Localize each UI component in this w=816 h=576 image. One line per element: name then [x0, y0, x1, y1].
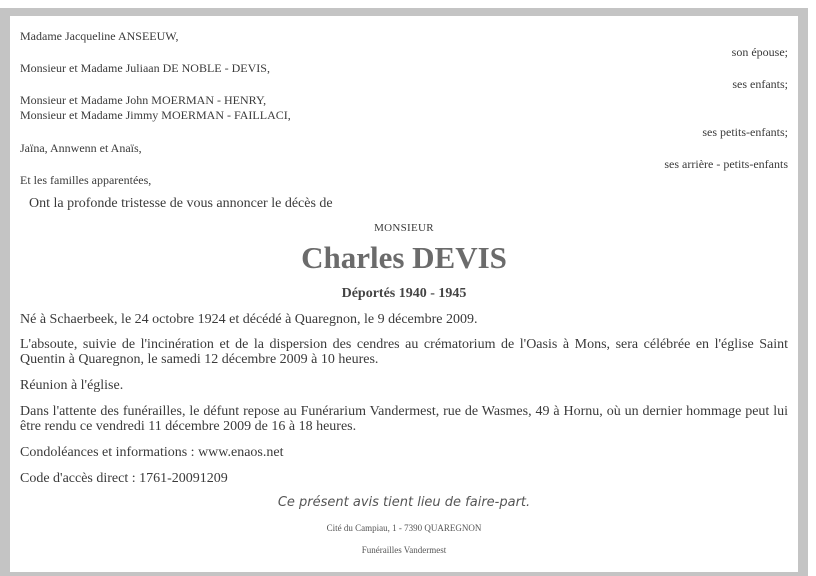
reunion-paragraph: Réunion à l'église. — [20, 378, 124, 393]
deportes-subtitle: Déportés 1940 - 1945 — [341, 286, 467, 301]
grandchildren-line-2: Monsieur et Madame Jimmy MOERMAN - FAILLACI, — [20, 108, 291, 122]
announcement-intro: Ont la profonde tristesse de vous annoncer le décès de — [29, 196, 333, 211]
grandchildren-role: ses petits-enfants; — [702, 125, 788, 139]
condolences-line: Condoléances et informations : www.enaos.net — [20, 445, 284, 460]
address-line: Cité du Campiau, 1 - 7390 QUAREGNON — [326, 523, 482, 533]
great-grandchildren-role: ses arrière - petits-enfants — [664, 157, 788, 171]
relatives-line: Et les familles apparentées, — [20, 173, 152, 187]
deceased-name: Charles DEVIS — [301, 240, 507, 275]
honorific: MONSIEUR — [374, 222, 434, 234]
visitation-paragraph: Dans l'attente des funérailles, le défunt repose au Funérarium Vandermest, rue de Wasmes, 49 à Hornu, où un dernier hommage peut lui être rendu ce vendredi 11 décembre 2009 de 16 à 18 heures. — [20, 404, 788, 434]
spouse-role: son épouse; — [731, 45, 788, 59]
spouse-name: Madame Jacqueline ANSEEUW, — [20, 29, 179, 43]
birth-death-paragraph: Né à Schaerbeek, le 24 octobre 1924 et décédé à Quaregnon, le 9 décembre 2009. — [20, 312, 478, 327]
grandchildren-line-1: Monsieur et Madame John MOERMAN - HENRY, — [20, 93, 267, 107]
faire-part-notice: Ce présent avis tient lieu de faire-part. — [277, 495, 531, 510]
death-notice — [10, 16, 798, 572]
access-code-line: Code d'accès direct : 1761-20091209 — [20, 471, 228, 486]
great-grandchildren-names: Jaïna, Annwenn et Anaïs, — [20, 141, 142, 155]
ceremony-paragraph: L'absoute, suivie de l'incinération et de la dispersion des cendres au crématorium de l'Oasis à Mons, sera célébrée en l'église Saint Quentin à Quaregnon, le samedi 12 décembre 2009 à 10 heures. — [20, 337, 788, 367]
children-role: ses enfants; — [732, 77, 788, 91]
children-name: Monsieur et Madame Juliaan DE NOBLE - DEVIS, — [20, 61, 270, 75]
funeral-home-name: Funérailles Vandermest — [361, 545, 447, 555]
